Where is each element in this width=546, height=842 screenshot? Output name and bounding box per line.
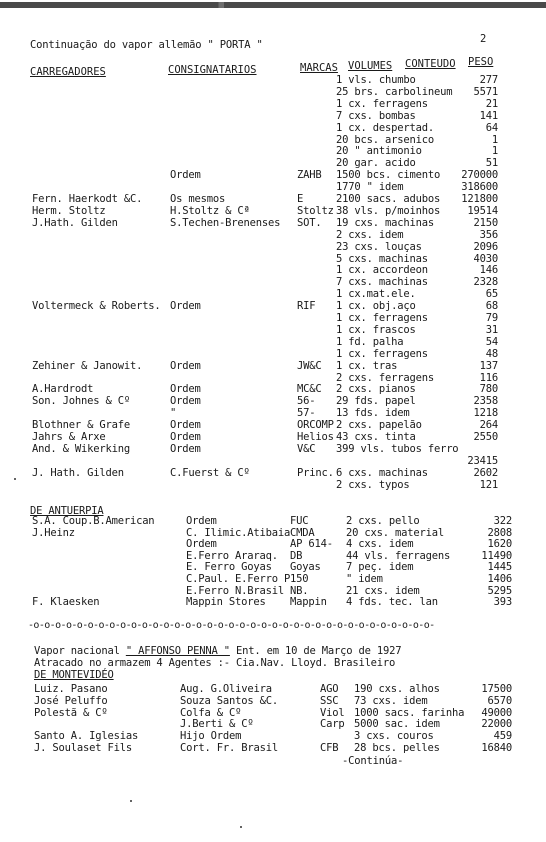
row-consignee: Cort. Fr. Brasil <box>180 742 278 754</box>
row-weight: 19514 <box>467 204 498 217</box>
row-consignee: Ordem <box>186 515 217 527</box>
row-mark: RIF <box>297 300 316 313</box>
row-shipper: J. Hath. Gilden <box>32 466 124 479</box>
row-weight: 1 <box>491 133 498 146</box>
vessel-prefix: Vapor nacional <box>34 645 120 657</box>
row-weight: 5571 <box>473 85 498 98</box>
row-consignee: Ordem <box>170 442 201 455</box>
row-weight: 23415 <box>467 454 498 467</box>
row-weight: 393 <box>493 596 512 609</box>
row-weight: 65 <box>485 288 498 301</box>
row-mark: Carp <box>320 718 345 731</box>
row-volumes: 20 " antimonio <box>336 145 422 158</box>
row-mark: MC&C <box>297 383 322 396</box>
row-mark: JW&C <box>297 359 322 372</box>
header-consignatarios: CONSIGNATARIOS <box>168 64 257 76</box>
row-volumes: 1 cx.mat.ele. <box>336 288 416 301</box>
row-mark: SOT. <box>297 216 322 229</box>
row-consignee: Ordem <box>170 419 201 432</box>
row-consignee: Mappin Stores <box>186 596 266 609</box>
row-volumes: 1 cx. tras <box>336 359 398 372</box>
row-weight: 21 <box>485 97 498 110</box>
row-weight: 2096 <box>473 240 498 253</box>
row-mark: Helios <box>297 431 334 443</box>
row-mark: V&C <box>297 442 316 455</box>
row-volumes: 5 cxs. machinas <box>336 252 428 265</box>
row-weight: 2358 <box>473 395 498 408</box>
row-mark: DB <box>290 549 303 562</box>
row-weight: 264 <box>479 419 498 432</box>
row-shipper: F. Klaesken <box>32 596 100 609</box>
row-volumes: 43 cxs. tinta <box>336 431 416 443</box>
row-volumes: 1 cx. accordeon <box>336 264 428 277</box>
row-mark: AGO <box>320 683 339 695</box>
row-volumes: 1 cx. frascos <box>336 323 416 336</box>
row-weight: 322 <box>493 515 512 527</box>
row-consignee: S.Techen-Brenenses <box>170 216 281 229</box>
vessel-name: " AFFONSO PENNA " <box>125 645 230 657</box>
row-volumes: 28 bcs. pelles <box>354 742 440 754</box>
row-mark: Viol <box>320 706 345 719</box>
row-mark: CMDA <box>290 526 315 539</box>
row-consignee: Ordem <box>170 300 201 313</box>
row-consignee: E.Ferro N.Brasil <box>186 584 284 597</box>
row-mark: 150 <box>290 573 309 585</box>
row-weight: 54 <box>485 335 498 348</box>
row-shipper: J. Soulaset Fils <box>34 742 132 754</box>
row-volumes: 2 cxs. pianos <box>336 383 416 396</box>
row-weight: 11490 <box>481 549 512 562</box>
row-shipper: Zehiner & Janowit. <box>32 359 143 372</box>
row-volumes: 1770 " idem <box>336 181 404 194</box>
row-consignee: Ordem <box>170 431 201 443</box>
row-volumes: 23 cxs. louças <box>336 240 422 253</box>
row-volumes: 1 cx. despertad. <box>336 121 434 134</box>
row-consignee: C.Fuerst & Cº <box>170 466 250 479</box>
row-mark: Goyas <box>290 561 321 574</box>
row-shipper: José Peluffo <box>34 694 108 707</box>
row-shipper: A.Hardrodt <box>32 383 94 396</box>
row-shipper: Polestã & Cº <box>34 706 108 719</box>
row-consignee: Ordem <box>170 383 201 396</box>
row-weight: 1406 <box>487 573 512 585</box>
row-volumes: 1 vls. chumbo <box>336 74 416 86</box>
header-carregadores: CARREGADORES <box>30 66 106 78</box>
row-weight: 459 <box>493 730 512 743</box>
row-shipper: Son. Johnes & Cº <box>32 395 130 408</box>
row-shipper: And. & Wikerking <box>32 442 130 455</box>
row-consignee: Colfa & Cº <box>180 706 242 719</box>
row-weight: 68 <box>485 300 498 313</box>
row-weight: 79 <box>485 312 498 324</box>
row-volumes: 20 cxs. material <box>346 526 444 539</box>
row-consignee: Ordem <box>170 169 201 182</box>
vessel-line-1 <box>34 646 401 657</box>
row-mark: ORCOMP <box>297 419 334 432</box>
row-shipper: Voltermeck & Roberts. <box>32 300 161 313</box>
row-weight: 2808 <box>487 526 512 539</box>
page-title: Continuação do vapor allemão " PORTA " <box>30 39 263 51</box>
punch-mark <box>130 800 132 802</box>
row-weight: 5295 <box>487 584 512 597</box>
row-weight: 277 <box>479 74 498 86</box>
row-volumes: 20 bcs. arsenico <box>336 133 434 146</box>
row-weight: 1445 <box>487 561 512 574</box>
row-consignee: Os mesmos <box>170 193 226 205</box>
row-volumes: 1 cx. ferragens <box>336 312 428 324</box>
row-consignee: C. Ilimic.Atibaia <box>186 526 291 539</box>
row-consignee: Ordem <box>170 359 201 372</box>
row-volumes: 1000 sacs. farinha <box>354 706 465 719</box>
header-conteudo: CONTEUDO <box>405 58 456 70</box>
row-volumes: 44 vls. ferragens <box>346 549 451 562</box>
row-volumes: 1500 bcs. cimento <box>336 169 441 182</box>
row-mark: 56- <box>297 395 316 408</box>
row-weight: 1 <box>491 145 498 158</box>
row-weight: 17500 <box>481 683 512 695</box>
punch-mark <box>14 478 16 480</box>
row-consignee: C.Paul. E.Ferro P <box>186 573 291 585</box>
top-border <box>0 2 546 8</box>
row-shipper: Blothner & Grafe <box>32 419 130 432</box>
row-consignee: Ordem <box>186 538 217 551</box>
row-volumes: 2 cxs. idem <box>336 228 404 241</box>
row-consignee: E.Ferro Araraq. <box>186 549 278 562</box>
row-mark: ZAHB <box>297 169 322 182</box>
row-weight: 780 <box>479 383 498 396</box>
row-consignee: Souza Santos &C. <box>180 694 278 707</box>
row-volumes: 2 cxs. pello <box>346 515 420 527</box>
row-weight: 137 <box>479 359 498 372</box>
row-weight: 318600 <box>461 181 498 194</box>
row-mark: SSC <box>320 694 339 707</box>
row-volumes: 4 cxs. idem <box>346 538 414 551</box>
header-marcas: MARCAS <box>300 62 338 74</box>
separator-line: -o-o-o-o-o-o-o-o-o-o-o-o-o-o-o-o-o-o-o-o-o-o-o-o-o-o-o-o-o-o-o-o-o-o-o-o-o- <box>28 620 435 631</box>
row-volumes: 7 cxs. machinas <box>336 276 428 289</box>
row-volumes: 20 gar. acido <box>336 157 416 170</box>
row-consignee: " <box>170 407 177 420</box>
row-volumes: 13 fds. idem <box>336 407 410 420</box>
row-shipper: Herm. Stoltz <box>32 204 106 217</box>
antuerpia-heading: DE ANTUERPIA <box>30 505 104 517</box>
row-shipper: J.Hath. Gilden <box>32 216 118 229</box>
row-volumes: 399 vls. tubos ferro <box>336 442 459 455</box>
row-volumes: 2100 sacs. adubos <box>336 193 441 205</box>
row-weight: 49000 <box>481 706 512 719</box>
row-volumes: 7 cxs. bombas <box>336 109 416 122</box>
row-volumes: " idem <box>346 573 383 585</box>
row-consignee: E. Ferro Goyas <box>186 561 272 574</box>
vessel-arrival: Ent. em 10 de Março de 1927 <box>236 645 402 657</box>
row-weight: 121 <box>479 478 498 491</box>
row-weight: 356 <box>479 228 498 241</box>
row-volumes: 6 cxs. machinas <box>336 466 428 479</box>
row-weight: 4030 <box>473 252 498 265</box>
row-volumes: 1 cx. obj.aço <box>336 300 416 313</box>
row-volumes: 2 cxs. ferragens <box>336 371 434 384</box>
row-consignee: H.Stoltz & Cª <box>170 204 250 217</box>
row-volumes: 1 cx. ferragens <box>336 97 428 110</box>
row-weight: 2328 <box>473 276 498 289</box>
row-volumes: 1 fd. palha <box>336 335 404 348</box>
row-mark: AP 614- <box>290 538 333 551</box>
row-volumes: 2 cxs. typos <box>336 478 410 491</box>
row-mark: E <box>297 193 304 205</box>
row-consignee: Aug. G.Oliveira <box>180 683 272 695</box>
row-volumes: 38 vls. p/moinhos <box>336 204 441 217</box>
row-weight: 1218 <box>473 407 498 420</box>
row-mark: Stoltz <box>297 204 334 217</box>
row-weight: 64 <box>485 121 498 134</box>
row-shipper: Luiz. Pasano <box>34 683 108 695</box>
row-weight: 1620 <box>487 538 512 551</box>
row-weight: 48 <box>485 347 498 360</box>
row-shipper: Fern. Haerkodt &C. <box>32 193 143 205</box>
header-peso: PESO <box>468 56 494 68</box>
row-volumes: 5000 sac. idem <box>354 718 440 731</box>
row-mark: FUC <box>290 515 309 527</box>
row-volumes: 25 brs. carbolineum <box>336 85 453 98</box>
row-weight: 6570 <box>487 694 512 707</box>
row-weight: 22000 <box>481 718 512 731</box>
row-weight: 2602 <box>473 466 498 479</box>
row-volumes: 21 cxs. idem <box>346 584 420 597</box>
row-volumes: 73 cxs. idem <box>354 694 428 707</box>
row-shipper: Santo A. Iglesias <box>34 730 139 743</box>
row-shipper: S.A. Coup.B.American <box>32 515 155 527</box>
row-volumes: 4 fds. tec. lan <box>346 596 438 609</box>
row-weight: 121800 <box>461 193 498 205</box>
row-volumes: 1 cx. ferragens <box>336 347 428 360</box>
row-weight: 16840 <box>481 742 512 754</box>
row-volumes: 3 cxs. couros <box>354 730 434 743</box>
row-weight: 51 <box>485 157 498 170</box>
row-volumes: 190 cxs. alhos <box>354 683 440 695</box>
row-weight: 31 <box>485 323 498 336</box>
row-mark: Princ. <box>297 466 334 479</box>
continua-footer: -Continúa- <box>342 755 404 767</box>
row-weight: 141 <box>479 109 498 122</box>
row-weight: 2550 <box>473 431 498 443</box>
row-weight: 270000 <box>461 169 498 182</box>
row-consignee: Hijo Ordem <box>180 730 242 743</box>
row-volumes: 2 cxs. papelão <box>336 419 422 432</box>
row-consignee: Ordem <box>170 395 201 408</box>
row-shipper: J.Heinz <box>32 526 75 539</box>
row-mark: CFB <box>320 742 339 754</box>
row-mark: NB. <box>290 584 309 597</box>
row-consignee: J.Berti & Cº <box>180 718 254 731</box>
punch-mark <box>240 826 242 828</box>
montevideo-heading: DE MONTEVIDÉO <box>34 669 114 681</box>
row-volumes: 19 cxs. machinas <box>336 216 434 229</box>
row-mark: 57- <box>297 407 316 420</box>
row-weight: 116 <box>479 371 498 384</box>
row-mark: Mappin <box>290 596 327 609</box>
row-shipper: Jahrs & Arxe <box>32 431 106 443</box>
row-volumes: 7 peç. idem <box>346 561 414 574</box>
page-number: 2 <box>480 33 487 45</box>
row-weight: 2150 <box>473 216 498 229</box>
row-weight: 146 <box>479 264 498 277</box>
row-volumes: 29 fds. papel <box>336 395 416 408</box>
header-volumes: VOLUMES <box>348 60 393 72</box>
vessel-line-2: Atracado no armazem 4 Agentes :- Cia.Nav. Lloyd. Brasileiro <box>34 657 396 669</box>
